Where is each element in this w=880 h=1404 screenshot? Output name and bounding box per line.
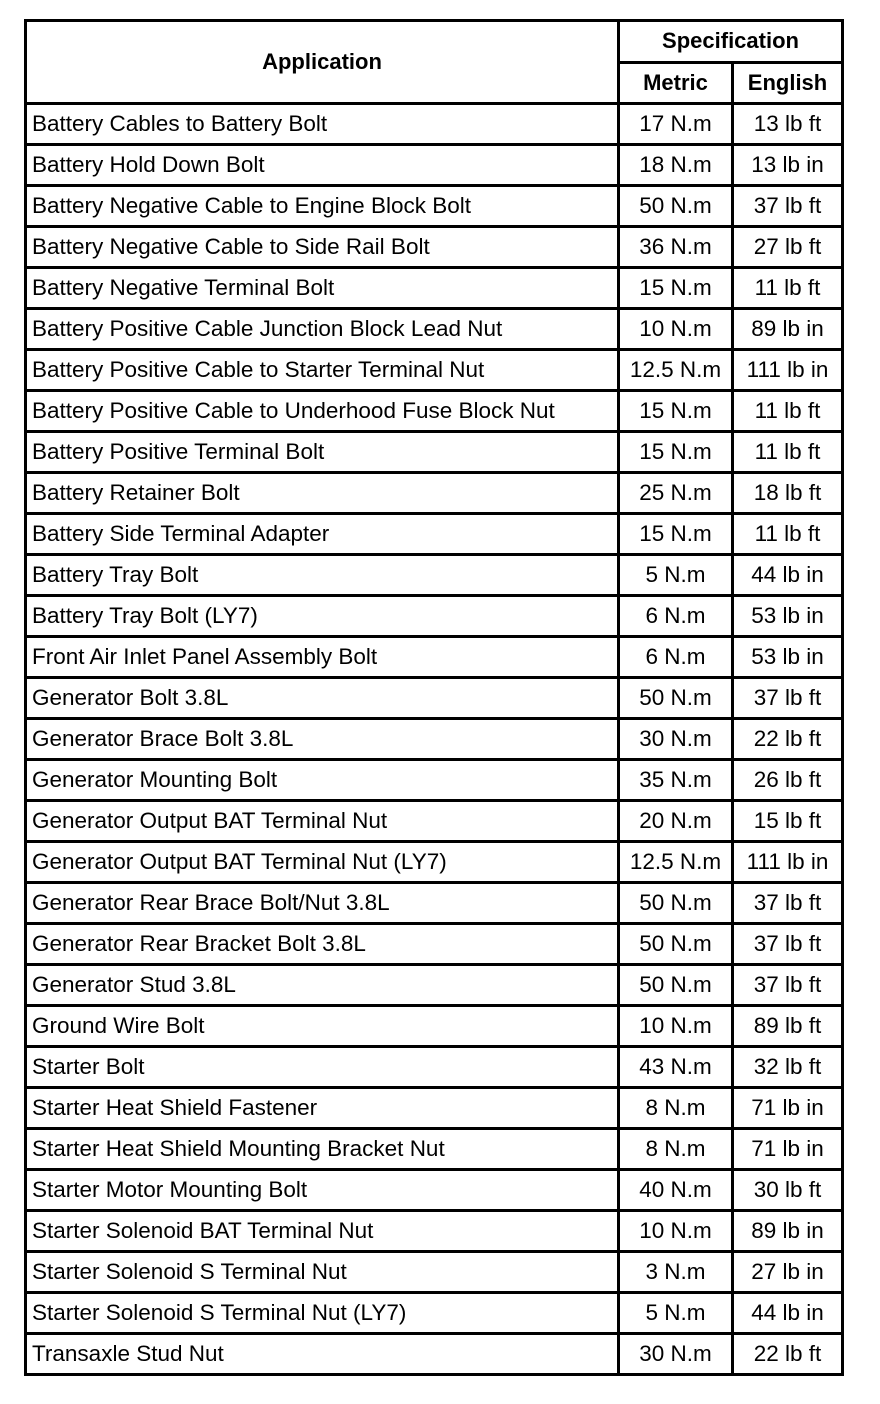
metric-cell: 15 N.m [619, 432, 733, 473]
application-cell: Starter Heat Shield Fastener [26, 1088, 619, 1129]
table-row [26, 596, 843, 637]
application-cell: Front Air Inlet Panel Assembly Bolt [26, 637, 619, 678]
application-cell: Starter Heat Shield Mounting Bracket Nut [26, 1129, 619, 1170]
english-cell: 26 lb ft [733, 760, 843, 801]
english-cell: 22 lb ft [733, 1334, 843, 1375]
application-cell: Transaxle Stud Nut [26, 1334, 619, 1375]
metric-cell: 15 N.m [619, 514, 733, 555]
table-row [26, 719, 843, 760]
metric-cell: 8 N.m [619, 1129, 733, 1170]
english-cell: 37 lb ft [733, 186, 843, 227]
metric-cell: 35 N.m [619, 760, 733, 801]
english-cell: 37 lb ft [733, 883, 843, 924]
table-row [26, 1170, 843, 1211]
metric-cell: 30 N.m [619, 1334, 733, 1375]
table-row [26, 1211, 843, 1252]
application-cell: Battery Side Terminal Adapter [26, 514, 619, 555]
metric-cell: 10 N.m [619, 1006, 733, 1047]
application-cell: Generator Bolt 3.8L [26, 678, 619, 719]
metric-cell: 6 N.m [619, 596, 733, 637]
metric-cell: 30 N.m [619, 719, 733, 760]
metric-cell: 40 N.m [619, 1170, 733, 1211]
table-row [26, 1252, 843, 1293]
table-row [26, 104, 843, 145]
application-cell: Battery Positive Cable to Starter Terminal Nut [26, 350, 619, 391]
table-row [26, 1334, 843, 1375]
english-cell: 11 lb ft [733, 391, 843, 432]
english-cell: 13 lb in [733, 145, 843, 186]
metric-cell: 17 N.m [619, 104, 733, 145]
application-cell: Generator Rear Bracket Bolt 3.8L [26, 924, 619, 965]
metric-cell: 50 N.m [619, 924, 733, 965]
english-cell: 44 lb in [733, 555, 843, 596]
table-row [26, 1047, 843, 1088]
english-cell: 53 lb in [733, 637, 843, 678]
metric-cell: 43 N.m [619, 1047, 733, 1088]
application-cell: Battery Negative Terminal Bolt [26, 268, 619, 309]
torque-spec-table [24, 19, 844, 1376]
metric-cell: 50 N.m [619, 186, 733, 227]
english-header: English [733, 62, 843, 104]
table-row [26, 391, 843, 432]
table-row [26, 145, 843, 186]
metric-cell: 50 N.m [619, 965, 733, 1006]
english-cell: 11 lb ft [733, 514, 843, 555]
english-cell: 44 lb in [733, 1293, 843, 1334]
table-body [26, 104, 843, 1375]
application-cell: Starter Solenoid S Terminal Nut [26, 1252, 619, 1293]
table-row [26, 186, 843, 227]
english-cell: 22 lb ft [733, 719, 843, 760]
metric-cell: 10 N.m [619, 309, 733, 350]
english-cell: 13 lb ft [733, 104, 843, 145]
application-cell: Starter Motor Mounting Bolt [26, 1170, 619, 1211]
header-row [26, 21, 843, 63]
english-cell: 37 lb ft [733, 678, 843, 719]
table-row [26, 1088, 843, 1129]
table-row [26, 268, 843, 309]
english-cell: 89 lb ft [733, 1006, 843, 1047]
metric-cell: 20 N.m [619, 801, 733, 842]
table-row [26, 473, 843, 514]
metric-cell: 15 N.m [619, 268, 733, 309]
table-row [26, 965, 843, 1006]
specification-header: Specification [619, 21, 843, 63]
table-row [26, 514, 843, 555]
english-cell: 32 lb ft [733, 1047, 843, 1088]
application-cell: Generator Brace Bolt 3.8L [26, 719, 619, 760]
metric-cell: 5 N.m [619, 555, 733, 596]
application-cell: Starter Solenoid S Terminal Nut (LY7) [26, 1293, 619, 1334]
application-cell: Battery Positive Terminal Bolt [26, 432, 619, 473]
english-cell: 37 lb ft [733, 965, 843, 1006]
application-cell: Generator Output BAT Terminal Nut (LY7) [26, 842, 619, 883]
application-cell: Battery Negative Cable to Engine Block Bolt [26, 186, 619, 227]
application-cell: Battery Tray Bolt (LY7) [26, 596, 619, 637]
english-cell: 71 lb in [733, 1129, 843, 1170]
table-row [26, 1006, 843, 1047]
table-row [26, 637, 843, 678]
table-row [26, 1129, 843, 1170]
table-row [26, 350, 843, 391]
table-row [26, 924, 843, 965]
application-cell: Ground Wire Bolt [26, 1006, 619, 1047]
english-cell: 111 lb in [733, 350, 843, 391]
application-cell: Generator Mounting Bolt [26, 760, 619, 801]
application-cell: Battery Retainer Bolt [26, 473, 619, 514]
metric-cell: 12.5 N.m [619, 842, 733, 883]
table-row [26, 227, 843, 268]
metric-cell: 6 N.m [619, 637, 733, 678]
table-row [26, 842, 843, 883]
application-cell: Generator Output BAT Terminal Nut [26, 801, 619, 842]
english-cell: 15 lb ft [733, 801, 843, 842]
metric-cell: 50 N.m [619, 883, 733, 924]
table-row [26, 760, 843, 801]
english-cell: 71 lb in [733, 1088, 843, 1129]
application-cell: Battery Hold Down Bolt [26, 145, 619, 186]
english-cell: 27 lb in [733, 1252, 843, 1293]
metric-cell: 3 N.m [619, 1252, 733, 1293]
english-cell: 89 lb in [733, 1211, 843, 1252]
table-row [26, 309, 843, 350]
english-cell: 37 lb ft [733, 924, 843, 965]
application-cell: Starter Bolt [26, 1047, 619, 1088]
english-cell: 11 lb ft [733, 432, 843, 473]
application-cell: Battery Positive Cable to Underhood Fuse Block Nut [26, 391, 619, 432]
table-row [26, 1293, 843, 1334]
metric-header: Metric [619, 62, 733, 104]
english-cell: 27 lb ft [733, 227, 843, 268]
metric-cell: 25 N.m [619, 473, 733, 514]
application-cell: Generator Stud 3.8L [26, 965, 619, 1006]
application-cell: Generator Rear Brace Bolt/Nut 3.8L [26, 883, 619, 924]
metric-cell: 15 N.m [619, 391, 733, 432]
english-cell: 111 lb in [733, 842, 843, 883]
metric-cell: 5 N.m [619, 1293, 733, 1334]
table-row [26, 555, 843, 596]
table-row [26, 678, 843, 719]
metric-cell: 18 N.m [619, 145, 733, 186]
table-row [26, 883, 843, 924]
english-cell: 89 lb in [733, 309, 843, 350]
metric-cell: 10 N.m [619, 1211, 733, 1252]
table-row [26, 801, 843, 842]
application-cell: Starter Solenoid BAT Terminal Nut [26, 1211, 619, 1252]
application-cell: Battery Positive Cable Junction Block Lead Nut [26, 309, 619, 350]
english-cell: 53 lb in [733, 596, 843, 637]
english-cell: 18 lb ft [733, 473, 843, 514]
metric-cell: 50 N.m [619, 678, 733, 719]
metric-cell: 12.5 N.m [619, 350, 733, 391]
table-row [26, 432, 843, 473]
application-cell: Battery Cables to Battery Bolt [26, 104, 619, 145]
metric-cell: 36 N.m [619, 227, 733, 268]
english-cell: 30 lb ft [733, 1170, 843, 1211]
application-header: Application [26, 21, 619, 104]
application-cell: Battery Negative Cable to Side Rail Bolt [26, 227, 619, 268]
english-cell: 11 lb ft [733, 268, 843, 309]
application-cell: Battery Tray Bolt [26, 555, 619, 596]
metric-cell: 8 N.m [619, 1088, 733, 1129]
